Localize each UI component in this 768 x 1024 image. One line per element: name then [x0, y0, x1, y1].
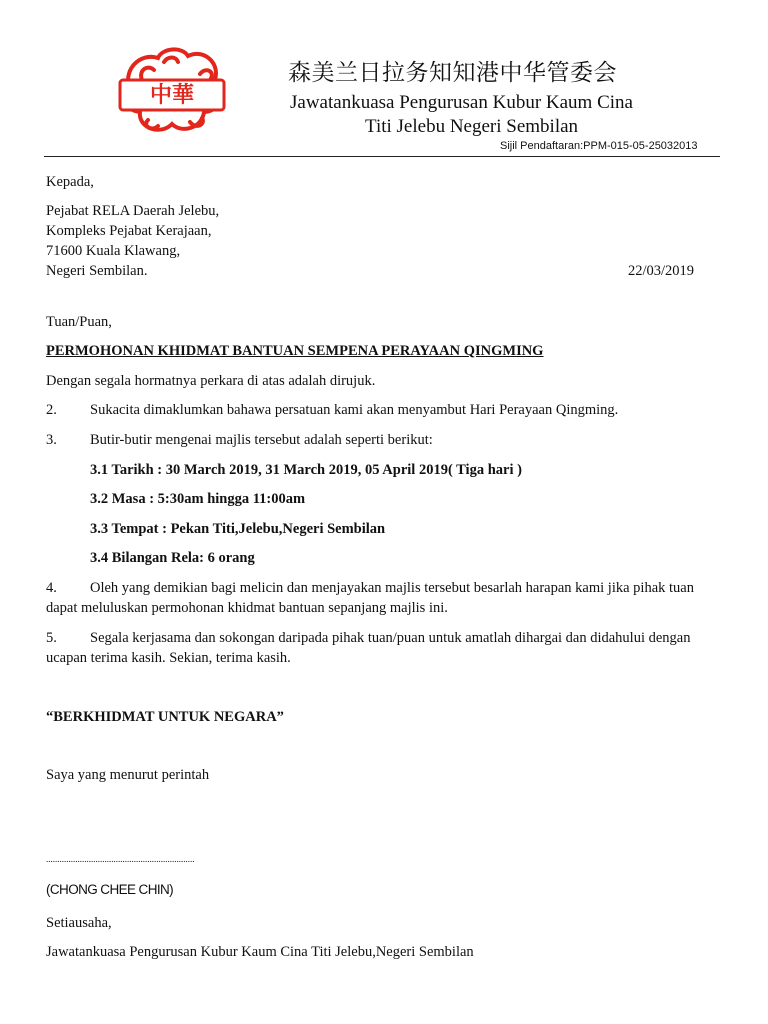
item-number: 4. — [46, 580, 57, 596]
recipient-line: Kompleks Pejabat Kerajaan, — [46, 223, 212, 239]
signature-line: .................................................................. — [46, 854, 195, 864]
item-text: Sukacita dimaklumkan bahawa persatuan kami akan menyambut Hari Perayaan Qingming. — [90, 402, 619, 418]
item-number: 3. — [46, 432, 57, 448]
letterhead-divider — [44, 156, 720, 157]
signatory-title: Setiausaha, — [46, 915, 112, 931]
detail-volunteer-count: 3.4 Bilangan Rela: 6 orang — [90, 550, 255, 566]
org-name-line2: Titi Jelebu Negeri Sembilan — [365, 116, 579, 137]
motto: “BERKHIDMAT UNTUK NEGARA” — [46, 709, 284, 725]
item-number: 2. — [46, 402, 57, 418]
recipient-line: Pejabat RELA Daerah Jelebu, — [46, 203, 220, 219]
kepada-label: Kepada, — [46, 174, 94, 190]
paragraph-line: Oleh yang demikian bagi melicin dan menjayakan majlis tersebut besarlah harapan kami jika pihak tuan — [90, 580, 694, 596]
signatory-organization: Jawatankuasa Pengurusan Kubur Kaum Cina Titi Jelebu,Negeri Sembilan — [46, 944, 474, 960]
item-number: 5. — [46, 630, 57, 646]
org-name-line1: Jawatankuasa Pengurusan Kubur Kaum Cina — [290, 92, 633, 113]
closing-line: Saya yang menurut perintah — [46, 767, 210, 783]
subject-heading: PERMOHONAN KHIDMAT BANTUAN SEMPENA PERAYAAN QINGMING — [46, 343, 544, 359]
item-text: Butir-butir mengenai majlis tersebut adalah seperti berikut: — [90, 432, 433, 448]
detail-time: 3.2 Masa : 5:30am hingga 11:00am — [90, 491, 306, 507]
logo-text: 中華 — [149, 83, 195, 108]
detail-date: 3.1 Tarikh : 30 March 2019, 31 March 2019, 05 April 2019( Tiga hari ) — [90, 462, 522, 478]
recipient-line: 71600 Kuala Klawang, — [46, 243, 181, 259]
org-name-chinese: 森美兰日拉务知知港中华管委会 — [288, 60, 617, 86]
registration-number: Sijil Pendaftaran:PPM-015-05-25032013 — [500, 140, 698, 152]
greeting: Tuan/Puan, — [46, 314, 112, 330]
association-logo — [112, 40, 232, 140]
detail-venue: 3.3 Tempat : Pekan Titi,Jelebu,Negeri Sembilan — [90, 521, 386, 537]
paragraph-line: dapat meluluskan permohonan khidmat bantuan sepanjang majlis ini. — [46, 600, 448, 616]
paragraph-line: ucapan terima kasih. Sekian, terima kasih. — [46, 650, 291, 666]
paragraph-line: Segala kerjasama dan sokongan daripada pihak tuan/puan untuk amatlah dihargai dan didahului dengan — [90, 630, 691, 646]
signatory-name: (CHONG CHEE CHIN) — [46, 882, 174, 897]
recipient-line: Negeri Sembilan. — [46, 263, 148, 279]
intro-paragraph: Dengan segala hormatnya perkara di atas adalah dirujuk. — [46, 373, 376, 389]
letter-date: 22/03/2019 — [628, 263, 695, 279]
